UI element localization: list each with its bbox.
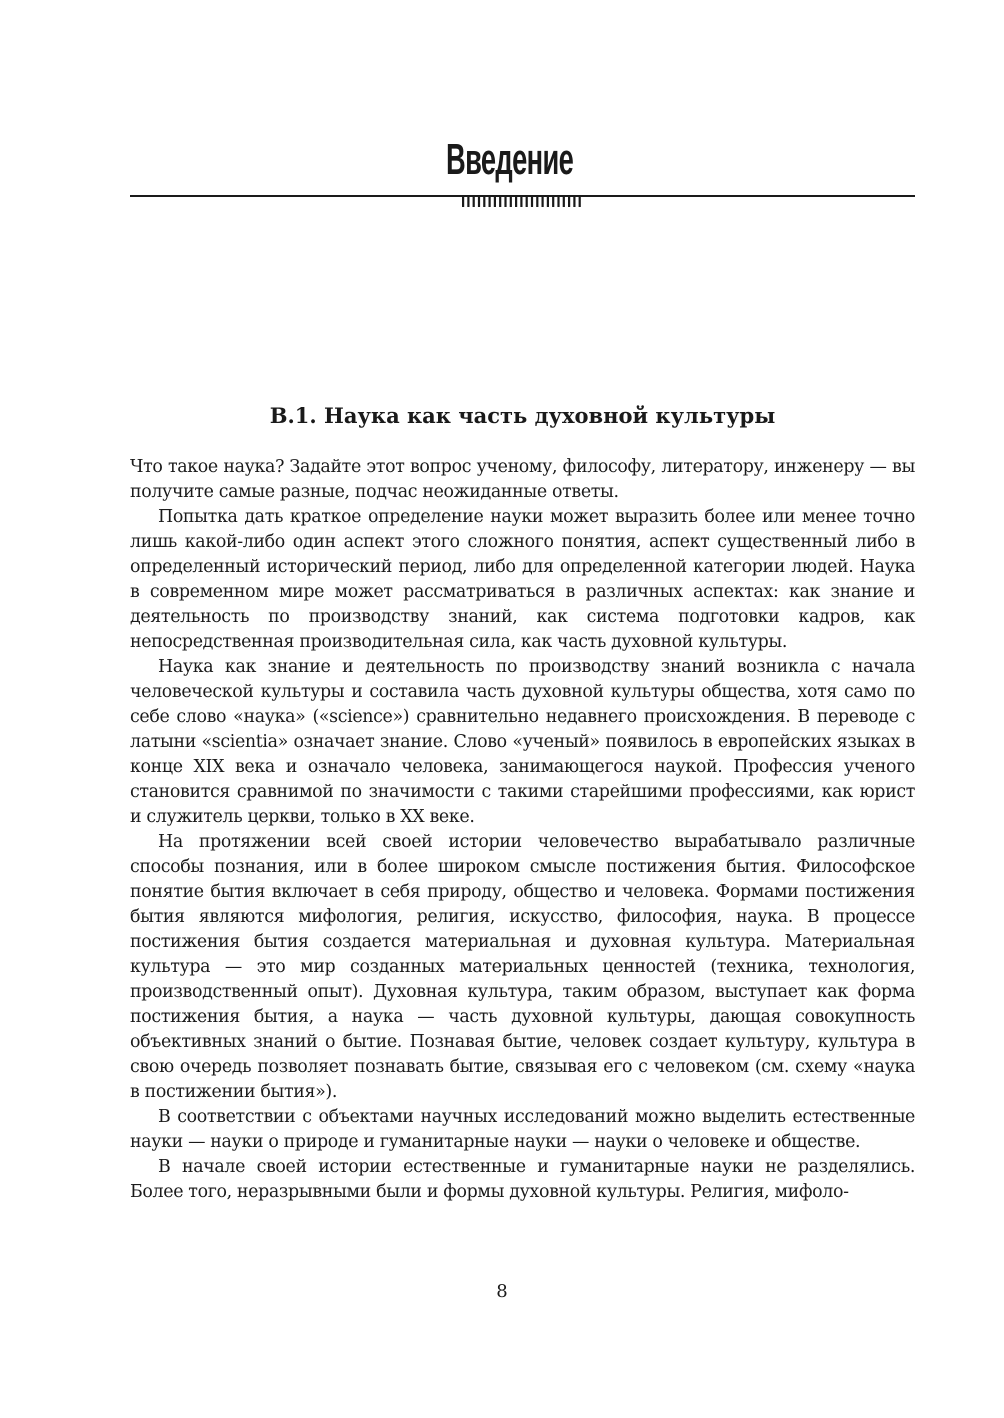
paragraph: Наука как знание и деятельность по производству знаний возникла с начала человеческой культуры и составила часть духовной культуры общества, хотя само по себе слово «наука» («science») сравнительно недавнего происхождения. В переводе с латыни «scientia» означает знание. Слово «ученый» появилось в европейских языках в конце XIX века и означало человека, занимающегося наукой. Профессия ученого становится сравнимой по значимости с такими старейшими профессиями, как юрист и служитель церкви, только в XX веке. [130, 657, 915, 827]
paragraph: Попытка дать краткое определение науки может выразить более или менее точно лишь какой-либо один аспект этого сложного понятия, аспект существенный либо в определенный исторический период, либо для определенной категории людей. Наука в современном мире может рассматриваться в различных аспектах: как знание и деятельность по производству знаний, как система подготовки кадров, как непосредственная производительная сила, как часть духовной культуры. [130, 507, 915, 652]
body-text [130, 455, 915, 1205]
paragraph: Что такое наука? Задайте этот вопрос ученому, философу, литератору, инженеру — вы получите самые разные, подчас неожиданные ответы. [130, 457, 915, 502]
page-number: 8 [496, 1281, 508, 1302]
paragraph: В соответствии с объектами научных исследований можно выделить естественные науки — науки о природе и гуманитарные науки — науки о человеке и обществе. [130, 1107, 915, 1152]
chapter-title: Введение [445, 135, 574, 184]
paragraph: На протяжении всей своей истории человечество вырабатывало различные способы познания, или в более широком смысле постижения бытия. Философское понятие бытия включает в себя природу, общество и человека. Формами постижения бытия являются мифология, религия, искусство, философия, наука. В процессе постижения бытия создается материальная и духовная культура. Материальная культура — это мир созданных материальных ценностей (техника, технология, производственный опыт). Духовная культура, таким образом, выступает как форма постижения бытия, а наука — часть духовной культуры, дающая совокупность объективных знаний о бытие. Познавая бытие, человек создает культуру, культура в свою очередь позволяет познавать бытие, связывая его с человеком (см. схему «наука в постижении бытия»). [130, 832, 915, 1102]
section-title: В.1. Наука как часть духовной культуры [269, 403, 776, 428]
title-rule-ornament [462, 197, 582, 207]
paragraph: В начале своей истории естественные и гуманитарные науки не разделялись. Более того, неразрывными были и формы духовной культуры. Религия, мифоло- [130, 1157, 915, 1202]
